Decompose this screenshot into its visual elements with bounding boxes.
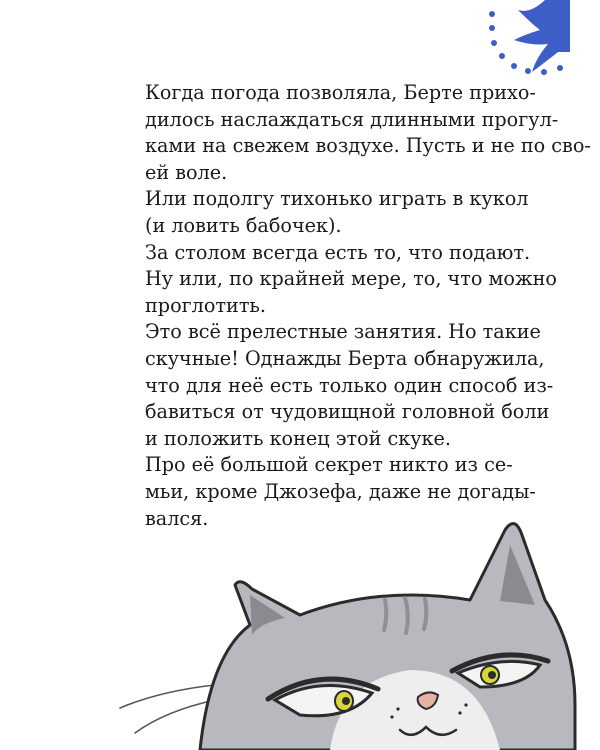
text-line: дилось наслаждаться длинными прогул- bbox=[145, 107, 559, 131]
text-line: вался. bbox=[145, 506, 209, 530]
text-line: мьи, кроме Джозефа, даже не догады- bbox=[145, 479, 536, 503]
text-line: Ну или, по крайней мере, то, что можно bbox=[145, 267, 557, 291]
text-line: что для неё есть только один способ из- bbox=[145, 373, 554, 397]
text-line: За столом всегда есть то, что подают. bbox=[145, 240, 531, 264]
text-line: ками на свежем воздухе. Пусть и не по сво- bbox=[145, 134, 591, 158]
text-line: Про её большой секрет никто из се- bbox=[145, 453, 513, 477]
flower-ornament-icon bbox=[470, 0, 570, 90]
text-line: Когда погода позволяла, Берте прихо- bbox=[145, 81, 536, 104]
text-line: скучные! Однажды Берта обнаружила, bbox=[145, 346, 545, 370]
text-line: проглотить. bbox=[145, 293, 266, 317]
text-line: (и ловить бабочек). bbox=[145, 213, 342, 237]
paragraph-1 bbox=[107, 80, 591, 186]
text-line: Это всё прелестные занятия. Но такие bbox=[145, 320, 541, 344]
story-text bbox=[107, 80, 591, 532]
cat-illustration-icon bbox=[0, 505, 600, 750]
text-line: ей воле. bbox=[145, 160, 228, 184]
paragraph-2 bbox=[107, 186, 529, 239]
paragraph-3 bbox=[107, 240, 557, 320]
paragraph-4 bbox=[107, 319, 554, 452]
text-line: Или подолгу тихонько играть в кукол bbox=[145, 187, 529, 211]
text-line: и положить конец этой скуке. bbox=[145, 426, 451, 450]
text-line: бавиться от чудовищной головной боли bbox=[145, 400, 550, 424]
